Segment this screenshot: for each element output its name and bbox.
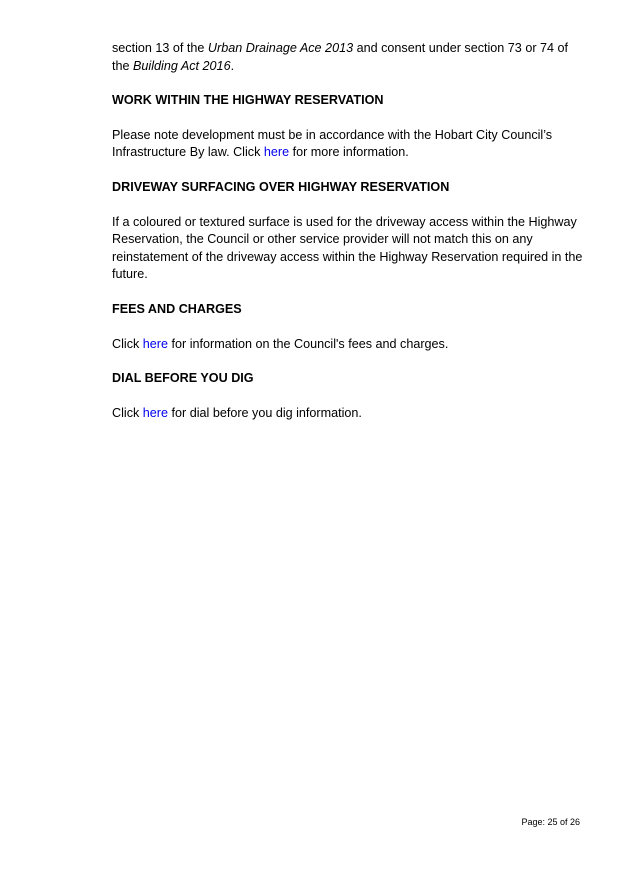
intro-act-name-2: Building Act 2016 [133,58,231,73]
page-number: Page: 25 of 26 [521,817,580,827]
dial-text-2: for dial before you dig information. [168,405,362,420]
work-within-text-2: for more information. [289,145,409,160]
fees-text-2: for information on the Council's fees and charges. [168,336,449,351]
work-within-text-1: Please note development must be in accordance with the Hobart City Council’s Infrastructure By law. Click [112,127,553,160]
fees-here-link[interactable]: here [142,336,169,351]
page-content [112,40,587,439]
fees-text-1: Click [112,336,143,351]
bylaw-here-link[interactable]: here [263,145,290,160]
work-within-heading: WORK WITHIN THE HIGHWAY RESERVATION [112,93,384,108]
intro-text-2: and consent under section 73 or 74 of the [112,41,569,73]
driveway-heading: DRIVEWAY SURFACING OVER HIGHWAY RESERVATION [112,179,450,194]
intro-text-1: section 13 of the [112,41,208,55]
work-within-paragraph [112,127,587,162]
intro-paragraph [112,40,587,75]
fees-paragraph [112,336,587,354]
fees-heading: FEES AND CHARGES [112,301,242,316]
dial-here-link[interactable]: here [142,405,169,420]
dial-paragraph [112,405,587,423]
dial-heading: DIAL BEFORE YOU DIG [112,371,254,386]
intro-text-3: . [230,58,235,73]
driveway-paragraph: If a coloured or textured surface is used for the driveway access within the Highway Reservation, the Council or other service provider will not match this on any reinstatement of the driveway access within the Highway Reservation required in the future. [112,214,583,282]
dial-text-1: Click [112,405,143,420]
intro-act-name-1: Urban Drainage Ace 2013 [207,41,354,55]
